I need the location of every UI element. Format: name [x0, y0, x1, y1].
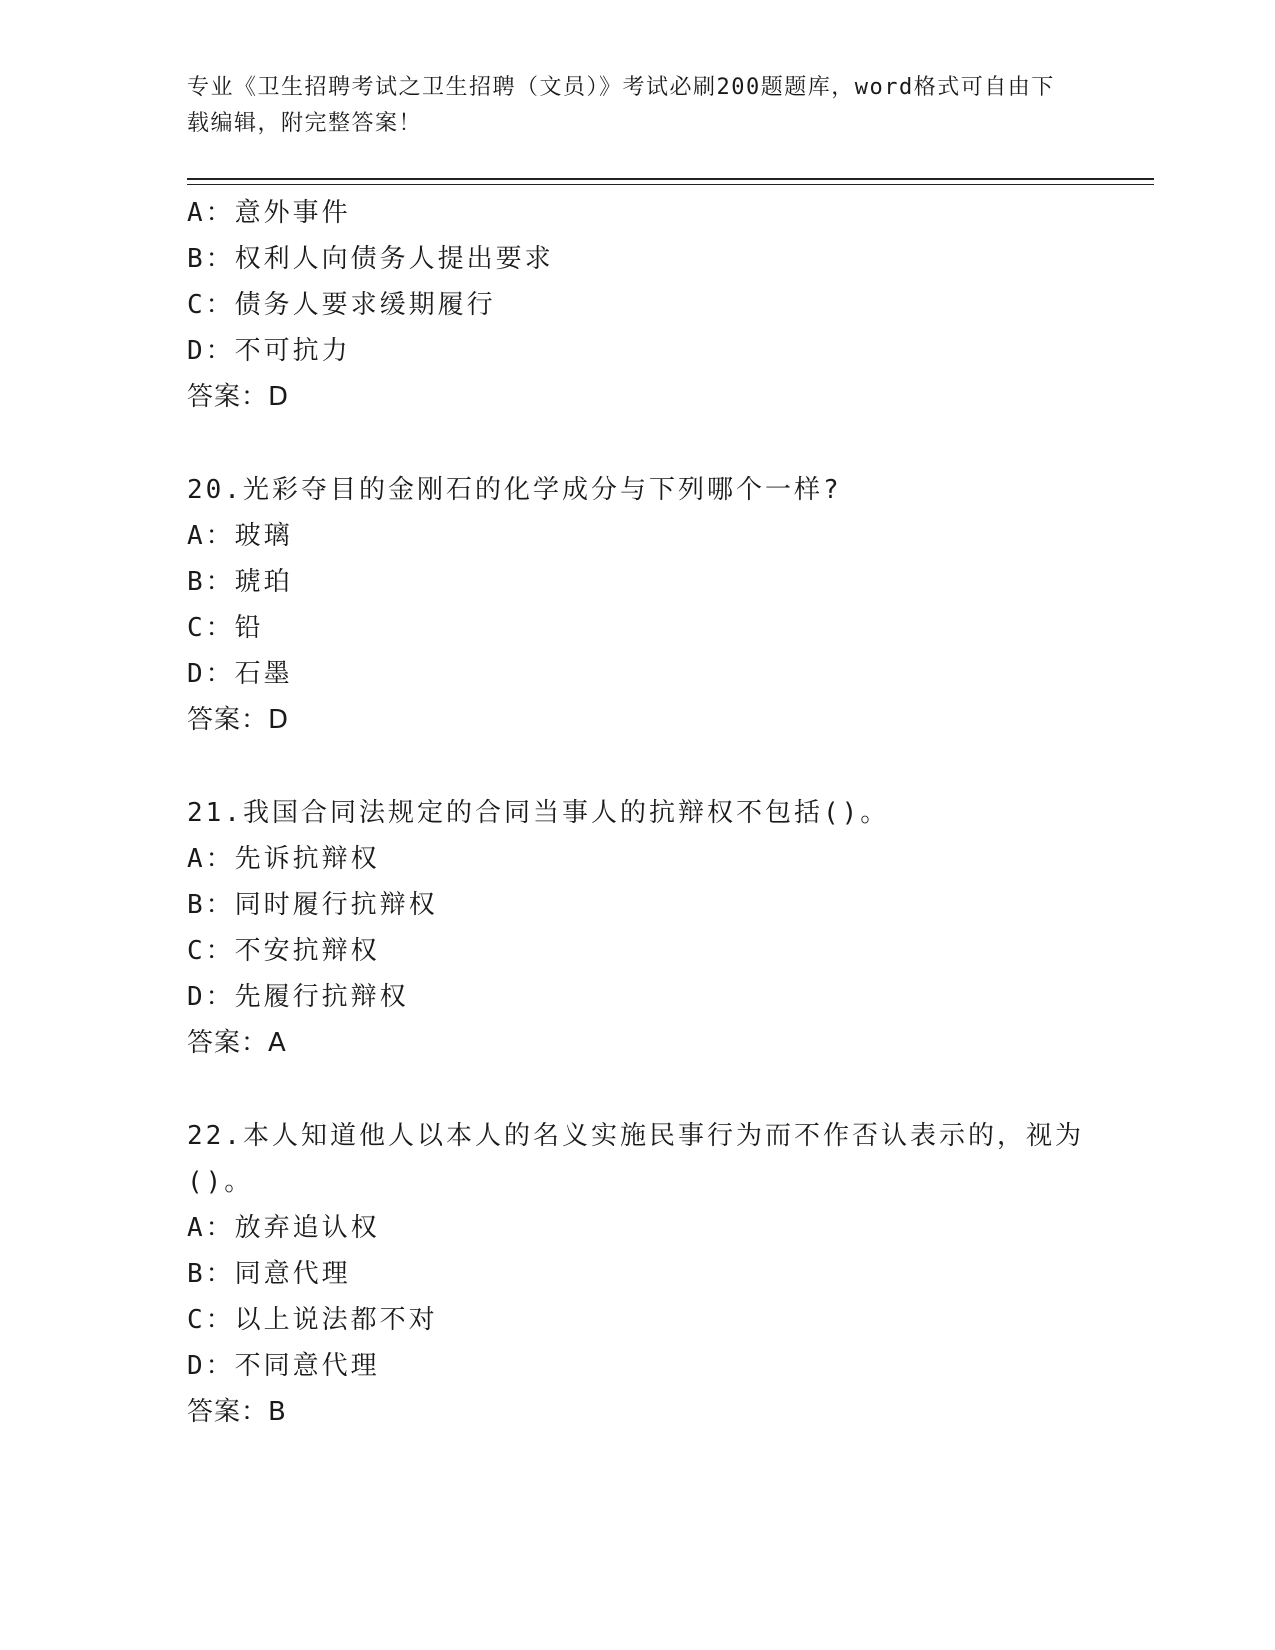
question-block-22: [187, 1113, 1087, 1435]
option-text: 琥珀: [234, 567, 293, 597]
option-a: [187, 190, 1087, 236]
header-divider-bottom: [187, 184, 1154, 185]
question-stem: 22.本人知道他人以本人的名义实施民事行为而不作否认表示的，视为()。: [187, 1121, 1084, 1197]
option-key: B：: [187, 1259, 235, 1289]
option-key: A：: [187, 198, 235, 228]
option-text: 先履行抗辩权: [234, 982, 409, 1012]
question-stem: 20.光彩夺目的金刚石的化学成分与下列哪个一样?: [187, 475, 842, 505]
option-key: D：: [187, 1351, 235, 1381]
option-key: C：: [187, 1305, 235, 1335]
option-key: C：: [187, 290, 235, 320]
option-text: 不可抗力: [234, 336, 351, 366]
option-a: [187, 1205, 1087, 1251]
option-d: [187, 651, 1087, 697]
option-d: [187, 974, 1087, 1020]
option-d: [187, 328, 1087, 374]
option-text: 放弃追认权: [234, 1213, 380, 1243]
question-list: [187, 190, 1087, 1435]
option-key: B：: [187, 567, 235, 597]
document-header: 专业《卫生招聘考试之卫生招聘（文员）》考试必刷200题题库，word格式可自由下载编辑，附完整答案！: [187, 75, 1055, 136]
option-text: 玻璃: [234, 521, 293, 551]
option-text: 以上说法都不对: [234, 1305, 438, 1335]
option-text: 权利人向债务人提出要求: [234, 244, 554, 274]
option-key: C：: [187, 613, 235, 643]
question-block-prev: [187, 190, 1087, 420]
option-key: C：: [187, 936, 235, 966]
option-text: 石墨: [234, 659, 293, 689]
option-key: A：: [187, 1213, 235, 1243]
option-text: 不同意代理: [234, 1351, 380, 1381]
option-text: 意外事件: [234, 198, 351, 228]
option-text: 同时履行抗辩权: [234, 890, 438, 920]
option-d: [187, 1343, 1087, 1389]
answer-line: 答案：B: [187, 1397, 287, 1427]
option-key: A：: [187, 521, 235, 551]
option-key: A：: [187, 844, 235, 874]
option-b: [187, 236, 1087, 282]
option-key: D：: [187, 336, 235, 366]
option-key: D：: [187, 659, 235, 689]
option-a: [187, 513, 1087, 559]
option-text: 债务人要求缓期履行: [234, 290, 496, 320]
question-stem: 21.我国合同法规定的合同当事人的抗辩权不包括()。: [187, 798, 890, 828]
option-c: [187, 1297, 1087, 1343]
option-text: 不安抗辩权: [234, 936, 380, 966]
option-c: [187, 282, 1087, 328]
option-c: [187, 928, 1087, 974]
option-text: 铅: [234, 613, 264, 643]
option-c: [187, 605, 1087, 651]
option-b: [187, 559, 1087, 605]
option-key: D：: [187, 982, 235, 1012]
header-divider-top: [187, 178, 1154, 180]
option-key: B：: [187, 244, 235, 274]
option-text: 同意代理: [234, 1259, 351, 1289]
option-b: [187, 1251, 1087, 1297]
answer-line: 答案：D: [187, 382, 290, 412]
question-block-21: [187, 790, 1087, 1066]
question-block-20: [187, 467, 1087, 743]
option-text: 先诉抗辩权: [234, 844, 380, 874]
answer-line: 答案：A: [187, 1028, 287, 1058]
option-b: [187, 882, 1087, 928]
option-a: [187, 836, 1087, 882]
option-key: B：: [187, 890, 235, 920]
answer-line: 答案：D: [187, 705, 290, 735]
